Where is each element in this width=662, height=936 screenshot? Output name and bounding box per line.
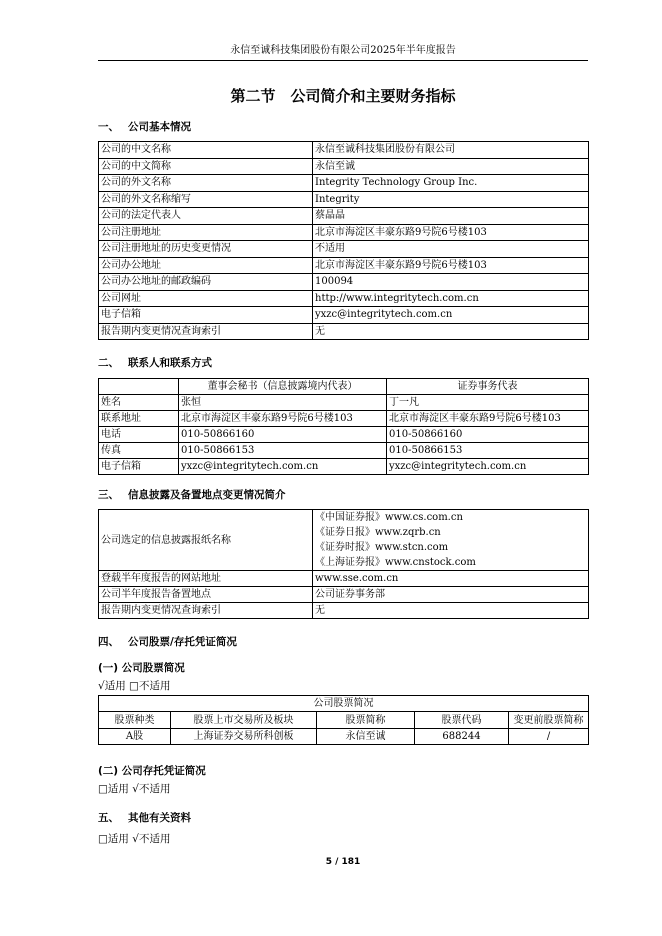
- row-value: 永信至诚: [313, 158, 589, 175]
- secretary-value: 北京市海淀区丰豪东路9号院6号楼103: [179, 411, 387, 427]
- section-3-label: 信息披露及备置地点变更情况简介: [128, 489, 286, 501]
- stock-exchange: 上海证券交易所科创板: [171, 729, 317, 745]
- row-value: 不适用: [313, 241, 589, 258]
- row-value: 蔡晶晶: [313, 208, 589, 225]
- row-label: 电子信箱: [99, 307, 313, 324]
- contact-table-header: [99, 379, 589, 395]
- table-row: [99, 224, 589, 241]
- table-row: [99, 443, 589, 459]
- table-row: [99, 175, 589, 192]
- stock-header-short-name: 股票简称: [317, 712, 415, 729]
- stock-header-type: 股票种类: [99, 712, 171, 729]
- section-4-number: 四、: [98, 636, 119, 648]
- table-row: [99, 587, 589, 603]
- disclosure-media-label: 公司选定的信息披露报纸名称: [99, 510, 313, 571]
- stock-table-header: [99, 712, 589, 729]
- contact-table: [98, 378, 589, 475]
- row-value: 无: [313, 323, 589, 340]
- media-item: 《证券时报》www.stcn.com: [315, 542, 449, 553]
- row-value: 北京市海淀区丰豪东路9号院6号楼103: [313, 257, 589, 274]
- section-1-heading: [98, 120, 191, 134]
- table-row: [99, 274, 589, 291]
- table-row: [99, 142, 589, 159]
- stock-table-row: [99, 729, 589, 745]
- secretary-value: 010-50866153: [179, 443, 387, 459]
- table-row: [99, 395, 589, 411]
- table-row: [99, 411, 589, 427]
- row-label: 公司的中文简称: [99, 158, 313, 175]
- table-row: [99, 459, 589, 475]
- stock-header-exchange: 股票上市交易所及板块: [171, 712, 317, 729]
- stock-table: [98, 695, 589, 745]
- row-value: 100094: [313, 274, 589, 291]
- section-5-label: 其他有关资料: [128, 812, 191, 824]
- representative-value: 丁一凡: [387, 395, 589, 411]
- row-label: 公司网址: [99, 290, 313, 307]
- section-2-number: 二、: [98, 357, 119, 369]
- subsection-depositary-heading: (二) 公司存托凭证简况: [98, 765, 206, 777]
- table-row: [99, 427, 589, 443]
- stock-previous-name: /: [509, 729, 589, 745]
- row-label: 公司的外文名称: [99, 175, 313, 192]
- secretary-value: 010-50866160: [179, 427, 387, 443]
- table-row: [99, 323, 589, 340]
- row-label: 电子信箱: [99, 459, 179, 475]
- row-label: 公司办公地址的邮政编码: [99, 274, 313, 291]
- row-label: 公司半年度报告备置地点: [99, 587, 313, 603]
- stock-header-code: 股票代码: [415, 712, 509, 729]
- contact-header-blank: [99, 379, 179, 395]
- stock-applicability: √适用 □不适用: [98, 680, 171, 692]
- row-label: 公司注册地址: [99, 224, 313, 241]
- table-row: [99, 257, 589, 274]
- representative-value: 010-50866153: [387, 443, 589, 459]
- section-4-label: 公司股票/存托凭证简况: [128, 636, 237, 648]
- stock-table-caption: 公司股票简况: [99, 696, 589, 712]
- section-4-heading: [98, 635, 237, 649]
- section-2-heading: [98, 356, 212, 370]
- disclosure-table: [98, 509, 589, 619]
- representative-value: yxzc@integritytech.com.cn: [387, 459, 589, 475]
- section-1-number: 一、: [98, 121, 119, 133]
- secretary-value: yxzc@integritytech.com.cn: [179, 459, 387, 475]
- representative-value: 北京市海淀区丰豪东路9号院6号楼103: [387, 411, 589, 427]
- row-label: 公司注册地址的历史变更情况: [99, 241, 313, 258]
- table-row: [99, 241, 589, 258]
- disclosure-media-list: [313, 510, 589, 571]
- row-label: 姓名: [99, 395, 179, 411]
- row-label: 电话: [99, 427, 179, 443]
- page-header: 永信至诚科技集团股份有限公司2025年半年度报告: [230, 45, 456, 56]
- contact-header-secretary: 董事会秘书（信息披露境内代表）: [179, 379, 387, 395]
- subsection-stock-heading: (一) 公司股票简况: [98, 662, 185, 674]
- row-label: 联系地址: [99, 411, 179, 427]
- row-value: Integrity Technology Group Inc.: [313, 175, 589, 192]
- section-3-heading: [98, 488, 286, 502]
- row-label: 报告期内变更情况查询索引: [99, 603, 313, 619]
- page-number: 5 / 181: [325, 857, 361, 867]
- media-item: 《上海证券报》www.cnstock.com: [315, 557, 476, 568]
- contact-header-representative: 证券事务代表: [387, 379, 589, 395]
- table-row: [99, 603, 589, 619]
- media-item: 《证券日报》www.zqrb.cn: [315, 527, 441, 538]
- depositary-applicability: □适用 √不适用: [98, 783, 171, 795]
- table-row: [99, 307, 589, 324]
- section-5-heading: [98, 811, 191, 825]
- secretary-value: 张恒: [179, 395, 387, 411]
- stock-short-name: 永信至诚: [317, 729, 415, 745]
- row-label: 报告期内变更情况查询索引: [99, 323, 313, 340]
- row-value: 永信至诚科技集团股份有限公司: [313, 142, 589, 159]
- row-value: www.sse.com.cn: [313, 571, 589, 587]
- other-info-applicability: □适用 √不适用: [98, 833, 171, 845]
- media-item: 《中国证券报》www.cs.com.cn: [315, 512, 463, 523]
- row-label: 公司的中文名称: [99, 142, 313, 159]
- representative-value: 010-50866160: [387, 427, 589, 443]
- row-value: yxzc@integritytech.com.cn: [313, 307, 589, 324]
- table-row: [99, 290, 589, 307]
- table-row: [99, 208, 589, 225]
- page-title: 第二节 公司简介和主要财务指标: [230, 87, 456, 105]
- stock-table-caption-row: [99, 696, 589, 712]
- company-basic-info-table: [98, 141, 589, 340]
- table-row: [99, 571, 589, 587]
- section-2-label: 联系人和联系方式: [128, 357, 212, 369]
- stock-type: A股: [99, 729, 171, 745]
- row-label: 公司的外文名称缩写: [99, 191, 313, 208]
- row-value: http://www.integritytech.com.cn: [313, 290, 589, 307]
- row-label: 公司办公地址: [99, 257, 313, 274]
- row-value: 公司证券事务部: [313, 587, 589, 603]
- row-value: 无: [313, 603, 589, 619]
- section-3-number: 三、: [98, 489, 119, 501]
- disclosure-media-row: [99, 510, 589, 571]
- row-label: 登载半年度报告的网站地址: [99, 571, 313, 587]
- table-row: [99, 158, 589, 175]
- header-divider: [98, 60, 588, 61]
- section-5-number: 五、: [98, 812, 119, 824]
- row-value: Integrity: [313, 191, 589, 208]
- stock-code: 688244: [415, 729, 509, 745]
- stock-header-previous-name: 变更前股票简称: [509, 712, 589, 729]
- table-row: [99, 191, 589, 208]
- section-1-label: 公司基本情况: [128, 121, 191, 133]
- row-label: 公司的法定代表人: [99, 208, 313, 225]
- row-label: 传真: [99, 443, 179, 459]
- row-value: 北京市海淀区丰豪东路9号院6号楼103: [313, 224, 589, 241]
